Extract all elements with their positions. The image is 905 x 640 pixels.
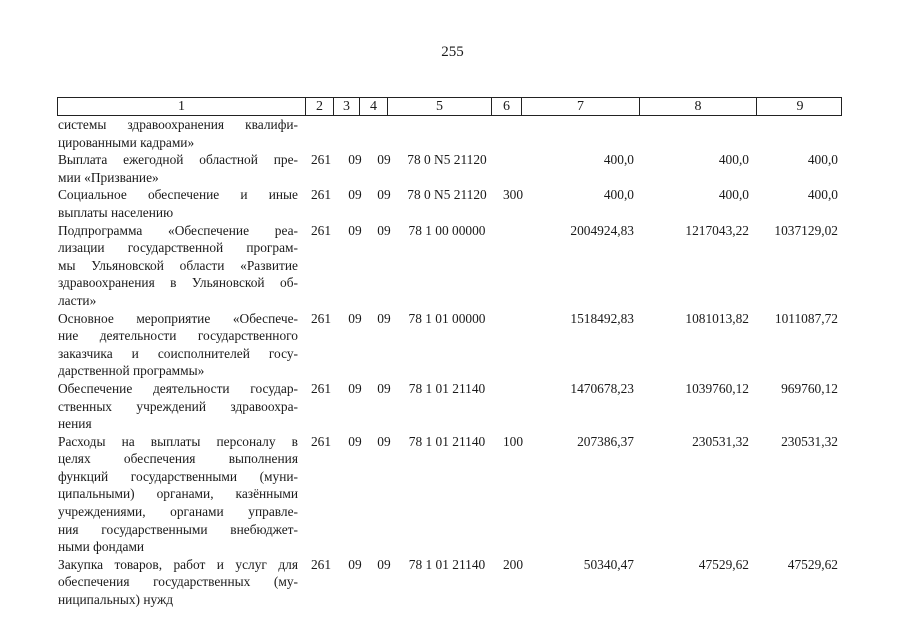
description-line: обеспечения государственных (му-: [58, 574, 298, 590]
description-line: лизации государственной програм-: [58, 240, 298, 256]
expense-type-code: 300: [502, 187, 524, 203]
table-row: [58, 222, 842, 310]
target-article-code: 78 0 N5 21120: [407, 187, 487, 203]
amount-col-9: 400,0: [807, 187, 838, 203]
row-description: [58, 556, 302, 609]
target-article-code: 78 1 01 00000: [408, 310, 486, 326]
description-line: ниципальных) нужд: [58, 592, 174, 608]
amount-col-9: 1037129,02: [774, 222, 838, 238]
admin-code: 261: [310, 152, 332, 168]
table-row: [58, 151, 842, 186]
amount-col-9: [753, 116, 842, 151]
row-description: [58, 151, 302, 186]
amount-col-8: 1217043,22: [685, 222, 749, 238]
amount-col-8: 1039760,12: [685, 380, 749, 396]
description-line: заказчика и соисполнителей госу-: [58, 345, 298, 361]
subsection-code: [370, 116, 398, 151]
description-line: Закупка товаров, работ и услуг для: [58, 556, 298, 572]
section-code: [340, 116, 370, 151]
amount-col-7: 1470678,23: [570, 380, 634, 396]
subsection-code: 09: [377, 152, 391, 168]
amount-col-8: 400,0: [718, 187, 749, 203]
description-line: цированными кадрами»: [58, 134, 195, 150]
description-line: мы Ульяновской области «Развитие: [58, 257, 298, 273]
target-article-code: 78 1 00 00000: [408, 222, 486, 238]
section-code: 09: [348, 380, 362, 396]
table-row: [58, 380, 842, 433]
description-line: функций государственными (муни-: [58, 468, 298, 484]
section-code: 09: [348, 187, 362, 203]
admin-code: 261: [310, 433, 332, 449]
table-row: [58, 310, 842, 380]
amount-col-8: [638, 116, 753, 151]
subsection-code: 09: [377, 222, 391, 238]
row-description: [58, 310, 302, 380]
target-article-code: 78 0 N5 21120: [407, 152, 487, 168]
amount-col-9: 1011087,72: [774, 310, 838, 326]
admin-code: 261: [310, 222, 332, 238]
description-line: учреждениями, органами управле-: [58, 504, 298, 520]
admin-code: 261: [310, 556, 332, 572]
expense-type-code: [496, 151, 530, 186]
table-row: [58, 433, 842, 556]
description-line: мии «Призвание»: [58, 169, 159, 185]
description-line: Социальное обеспечение и иные: [58, 187, 298, 203]
subsection-code: 09: [377, 310, 391, 326]
section-code: 09: [348, 310, 362, 326]
amount-col-7: [530, 116, 638, 151]
amount-col-7: 1518492,83: [570, 310, 634, 326]
subsection-code: 09: [377, 380, 391, 396]
admin-code: 261: [310, 187, 332, 203]
subsection-code: 09: [377, 556, 391, 572]
description-line: Подпрограмма «Обеспечение реа-: [58, 222, 298, 238]
description-line: нения: [58, 416, 92, 432]
amount-col-9: 47529,62: [787, 556, 838, 572]
description-line: Выплата ежегодной областной пре-: [58, 152, 298, 168]
expense-type-code: 100: [502, 433, 524, 449]
amount-col-7: 50340,47: [583, 556, 634, 572]
header-col-5: 5: [388, 98, 492, 116]
target-article-code: 78 1 01 21140: [408, 556, 486, 572]
section-code: 09: [348, 433, 362, 449]
description-line: Основное мероприятие «Обеспече-: [58, 310, 298, 326]
row-description: [58, 186, 302, 221]
admin-code: 261: [310, 380, 332, 396]
description-line: ственных учреждений здравоохра-: [58, 398, 298, 414]
subsection-code: 09: [377, 433, 391, 449]
expense-type-code: [496, 116, 530, 151]
target-article-code: [398, 116, 496, 151]
table-row: [58, 556, 842, 609]
expense-type-code: [496, 310, 530, 380]
description-line: выплаты населению: [58, 204, 174, 220]
row-description: [58, 222, 302, 310]
page-number: 255: [441, 44, 464, 60]
header-col-1: 1: [58, 98, 306, 116]
header-col-8: 8: [640, 98, 757, 116]
amount-col-7: 207386,37: [577, 433, 634, 449]
table-header: [57, 97, 842, 116]
amount-col-8: 47529,62: [698, 556, 749, 572]
section-code: 09: [348, 152, 362, 168]
description-line: ципальными) органами, казёнными: [58, 486, 298, 502]
target-article-code: 78 1 01 21140: [408, 433, 486, 449]
amount-col-7: 400,0: [603, 152, 634, 168]
description-line: Обеспечение деятельности государ-: [58, 380, 298, 396]
amount-col-7: 2004924,83: [570, 222, 634, 238]
table-row: [58, 186, 842, 221]
description-line: дарственной программы»: [58, 363, 205, 379]
description-line: ласти»: [58, 292, 97, 308]
expense-type-code: 200: [502, 556, 524, 572]
header-col-6: 6: [492, 98, 522, 116]
row-description: [58, 116, 302, 151]
expense-type-code: [496, 380, 530, 433]
admin-code: 261: [310, 310, 332, 326]
description-line: ния государственными внебюджет-: [58, 521, 298, 537]
amount-col-8: 400,0: [718, 152, 749, 168]
admin-code: [302, 116, 340, 151]
row-description: [58, 433, 302, 556]
description-line: здравоохранения в Ульяновской об-: [58, 275, 298, 291]
description-line: целях обеспечения выполнения: [58, 451, 298, 467]
section-code: 09: [348, 556, 362, 572]
description-line: ными фондами: [58, 539, 145, 555]
description-line: системы здравоохранения квалифи-: [58, 117, 298, 132]
table-row: [58, 116, 842, 151]
section-code: 09: [348, 222, 362, 238]
amount-col-8: 230531,32: [692, 433, 749, 449]
header-col-7: 7: [522, 98, 640, 116]
header-col-2: 2: [306, 98, 334, 116]
header-col-9: 9: [796, 99, 804, 114]
description-line: Расходы на выплаты персоналу в: [58, 433, 298, 449]
header-col-3: 3: [334, 98, 360, 116]
row-description: [58, 380, 302, 433]
header-col-4: 4: [360, 98, 388, 116]
amount-col-8: 1081013,82: [685, 310, 749, 326]
target-article-code: 78 1 01 21140: [408, 380, 486, 396]
amount-col-9: 400,0: [807, 152, 838, 168]
expense-type-code: [496, 222, 530, 310]
amount-col-9: 969760,12: [781, 380, 838, 396]
amount-col-9: 230531,32: [781, 433, 838, 449]
description-line: ние деятельности государственного: [58, 328, 298, 344]
table-body: [58, 116, 842, 609]
subsection-code: 09: [377, 187, 391, 203]
amount-col-7: 400,0: [603, 187, 634, 203]
